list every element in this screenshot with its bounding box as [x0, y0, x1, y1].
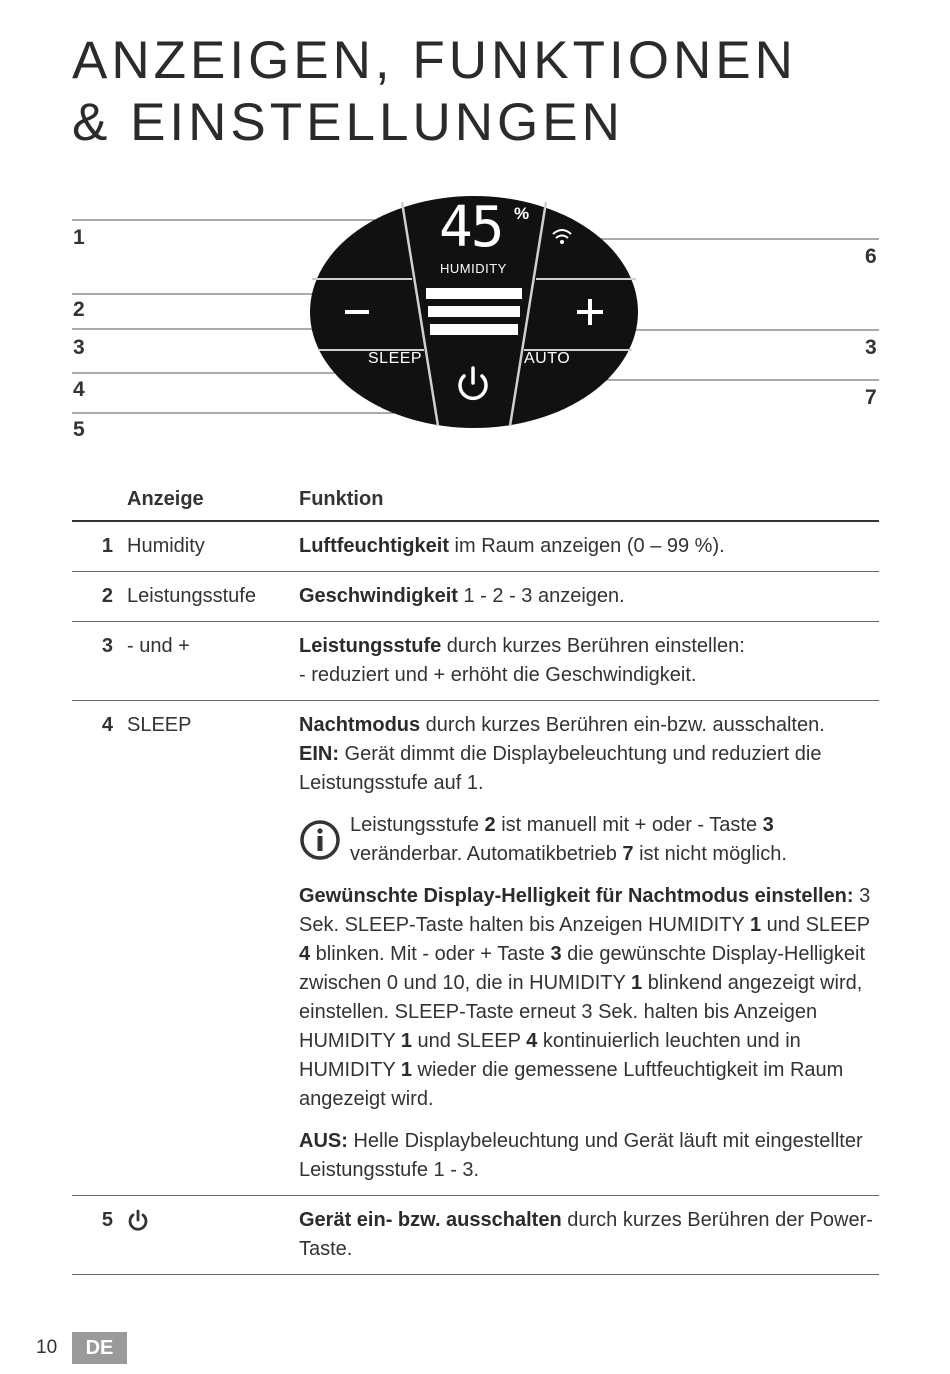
language-badge: DE [72, 1332, 127, 1364]
row-number: 5 [101, 1209, 113, 1231]
header-display: Anzeige [127, 488, 204, 510]
page-number: 10 [36, 1337, 58, 1358]
row-number: 1 [101, 535, 113, 557]
table-header [72, 488, 879, 522]
callout-left-1: 1 [73, 226, 85, 249]
page-title-line1: ANZEIGEN, FUNKTIONEN [72, 31, 797, 90]
power-icon [127, 1209, 149, 1233]
control-panel-diagram [0, 190, 950, 450]
speed-level-bars [426, 288, 522, 335]
table-row [72, 1196, 879, 1275]
callout-right-6: 6 [865, 245, 877, 268]
row-display: - und + [127, 635, 190, 657]
row-function: Geschwindigkeit 1 - 2 - 3 anzeigen. [299, 585, 625, 607]
callout-left-3: 3 [73, 336, 85, 359]
minus-icon [345, 310, 369, 314]
function-table [72, 488, 879, 1275]
row-number: 4 [101, 714, 113, 736]
page-title [72, 30, 797, 154]
auto-label: AUTO [524, 350, 571, 367]
row-display [127, 1206, 299, 1264]
sleep-paragraph-1: Nachtmodus durch kurzes Berühren ein-bzw. ausschalten. EIN: Gerät dimmt die Displaybeleuchtung und reduziert die Leistungsstufe auf 1. [299, 714, 825, 794]
info-icon [299, 819, 341, 861]
table-row [72, 622, 879, 701]
page-title-line2: & EINSTELLUNGEN [72, 93, 624, 152]
humidity-label: HUMIDITY [440, 261, 507, 276]
row-function: Gerät ein- bzw. ausschalten durch kurzes Berühren der Power-Taste. [299, 1209, 873, 1260]
header-function: Funktion [299, 488, 384, 510]
row-display: Leistungsstufe [127, 585, 256, 607]
table-row [72, 522, 879, 572]
humidity-value: 45 [439, 195, 503, 260]
table-row [72, 572, 879, 622]
callout-right-7: 7 [865, 386, 877, 409]
row-number: 3 [101, 635, 113, 657]
humidity-unit: % [514, 204, 530, 223]
callout-left-5: 5 [73, 418, 85, 441]
sleep-off-paragraph: AUS: Helle Displaybeleuchtung und Gerät läuft mit eingestellter Leistungsstufe 1 - 3. [299, 1130, 863, 1181]
table-row [72, 701, 879, 1196]
sleep-label: SLEEP [368, 350, 423, 367]
callout-left-4: 4 [73, 378, 85, 401]
row-display: Humidity [127, 535, 205, 557]
row-function [299, 711, 879, 1185]
row-display: SLEEP [127, 714, 192, 736]
row-number: 2 [101, 585, 113, 607]
callout-right-3: 3 [865, 336, 877, 359]
row-function: Luftfeuchtigkeit im Raum anzeigen (0 – 99 %). [299, 535, 725, 557]
sleep-brightness-paragraph: Gewünschte Display-Helligkeit für Nachtmodus einstellen: 3 Sek. SLEEP-Taste halten bis Anzeigen HUMIDITY 1 und SLEEP 4 blinken. Mit - oder + Taste 3 die gewünschte Display-Helligkeit zwischen 0 und 10, die in HUMIDITY 1 blinkend angezeigt wird, einstellen. SLEEP-Taste erneut 3 Sek. halten bis Anzeigen HUMIDITY 1 und SLEEP 4 kontinuierlich leuchten und in HUMIDITY 1 wieder die gemessene Luftfeuchtigkeit im Raum angezeigt wird. [299, 885, 871, 1110]
info-note: Leistungsstufe 2 ist manuell mit + oder - Taste 3 veränderbar. Automatikbetrieb 7 ist nicht möglich. [299, 811, 879, 869]
callout-left-2: 2 [73, 298, 85, 321]
row-function: Leistungsstufe durch kurzes Berühren einstellen: - reduziert und + erhöht die Geschwindigkeit. [299, 635, 745, 686]
